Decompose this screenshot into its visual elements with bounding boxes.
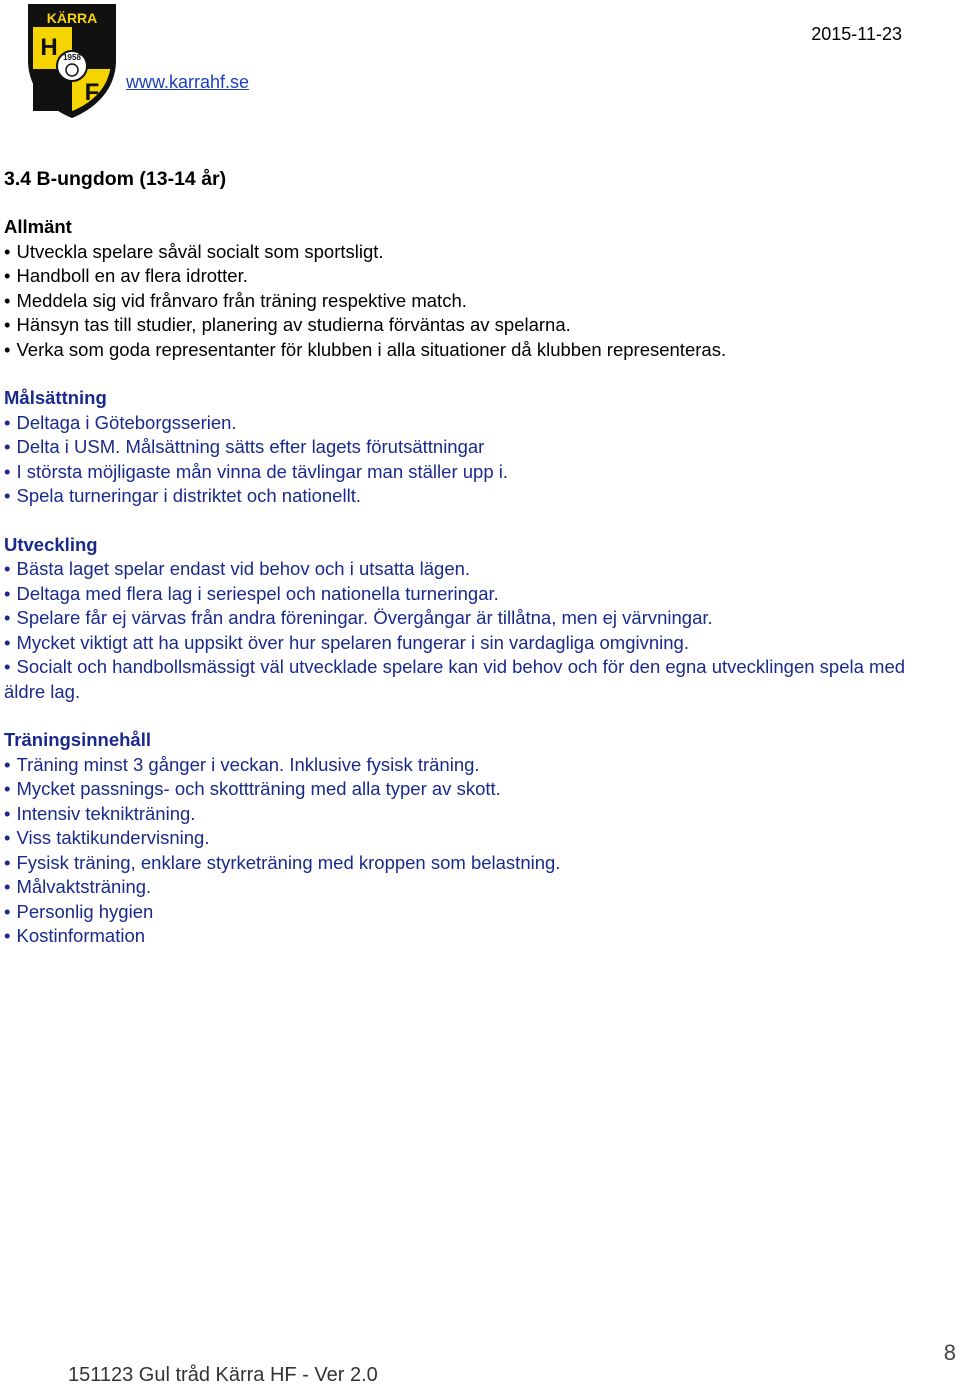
list-item: • Spela turneringar i distriktet och nationellt. bbox=[4, 485, 361, 506]
list-item: • I största möjligaste mån vinna de tävlingar man ställer upp i. bbox=[4, 460, 508, 482]
bullet: • bbox=[4, 802, 11, 824]
section-heading: Träningsinnehåll bbox=[4, 729, 151, 750]
bullet: • bbox=[4, 265, 11, 286]
list-item: • Bästa laget spelar endast vid behov och i utsatta lägen. bbox=[4, 558, 471, 579]
list-item: • Utveckla spelare såväl socialt som sportsligt. bbox=[4, 240, 384, 262]
list-item: • Målvaktsträning. bbox=[4, 876, 152, 897]
list-item: • Meddela sig vid frånvaro från träning respektive match. bbox=[4, 289, 467, 311]
list-item: • Personlig hygien bbox=[4, 900, 154, 922]
header-website-link[interactable]: www.karrahf.se bbox=[126, 72, 250, 92]
bullet: • bbox=[4, 411, 11, 433]
logo-letter-h: H bbox=[40, 34, 58, 61]
bullet: • bbox=[4, 338, 11, 360]
bullet: • bbox=[4, 851, 11, 873]
section-traningsinnehall bbox=[4, 728, 948, 949]
section-heading: Allmänt bbox=[4, 216, 72, 237]
section-heading: Målsättning bbox=[4, 387, 107, 408]
section-allmant bbox=[4, 215, 948, 362]
footer-text: 151123 Gul tråd Kärra HF - Ver 2.0 bbox=[68, 1364, 378, 1386]
list-item: • Socialt och handbollsmässigt väl utvecklade spelare kan vid behov och för den egna utvecklingen spela med äldre lag. bbox=[4, 656, 906, 702]
list-item: • Hänsyn tas till studier, planering av studierna förväntas av spelarna. bbox=[4, 314, 571, 335]
header-date: 2015-11-23 bbox=[811, 24, 902, 44]
list-item: • Delta i USM. Målsättning sätts efter lagets förutsättningar bbox=[4, 436, 485, 457]
section-utveckling bbox=[4, 533, 948, 705]
logo-text-karra: KÄRRA bbox=[46, 10, 98, 26]
bullet: • bbox=[4, 607, 11, 628]
bullet: • bbox=[4, 827, 11, 848]
bullet: • bbox=[4, 558, 11, 579]
page-number: 8 bbox=[943, 1340, 956, 1365]
bullet: • bbox=[4, 753, 11, 775]
logo-letter-f: F bbox=[84, 79, 100, 106]
bullet: • bbox=[4, 240, 11, 262]
bullet: • bbox=[4, 876, 11, 897]
list-item: • Viss taktikundervisning. bbox=[4, 827, 210, 848]
section-malsattning bbox=[4, 386, 948, 509]
list-item: • Kostinformation bbox=[4, 925, 146, 946]
page-title: 3.4 B-ungdom (13-14 år) bbox=[4, 168, 227, 190]
bullet: • bbox=[4, 314, 11, 335]
list-item: • Spelare får ej värvas från andra föreningar. Övergångar är tillåtna, men ej värvningar. bbox=[4, 607, 713, 628]
bullet: • bbox=[4, 460, 11, 482]
bullet: • bbox=[4, 485, 11, 506]
list-item: • Intensiv teknikträning. bbox=[4, 802, 196, 824]
section-heading: Utveckling bbox=[4, 533, 98, 555]
list-item: • Mycket passnings- och skottträning med alla typer av skott. bbox=[4, 778, 501, 799]
document-body bbox=[4, 166, 948, 973]
bullet: • bbox=[4, 582, 11, 604]
bullet: • bbox=[4, 631, 11, 653]
list-item: • Fysisk träning, enklare styrketräning med kroppen som belastning. bbox=[4, 851, 561, 873]
bullet: • bbox=[4, 656, 11, 677]
list-item: • Handboll en av flera idrotter. bbox=[4, 265, 248, 286]
bullet: • bbox=[4, 436, 11, 457]
list-item: • Mycket viktigt att ha uppsikt över hur spelaren fungerar i sin vardagliga omgivning. bbox=[4, 631, 689, 653]
logo-year: 1958 bbox=[63, 53, 81, 62]
list-item: • Deltaga med flera lag i seriespel och nationella turneringar. bbox=[4, 582, 499, 604]
list-item: • Träning minst 3 gånger i veckan. Inklusive fysisk träning. bbox=[4, 753, 480, 775]
bullet: • bbox=[4, 289, 11, 311]
bullet: • bbox=[4, 778, 11, 799]
list-item: • Verka som goda representanter för klubben i alla situationer då klubben representeras. bbox=[4, 338, 727, 360]
list-item: • Deltaga i Göteborgsserien. bbox=[4, 411, 237, 433]
bullet: • bbox=[4, 900, 11, 922]
bullet: • bbox=[4, 925, 11, 946]
karra-hf-logo bbox=[24, 0, 120, 120]
